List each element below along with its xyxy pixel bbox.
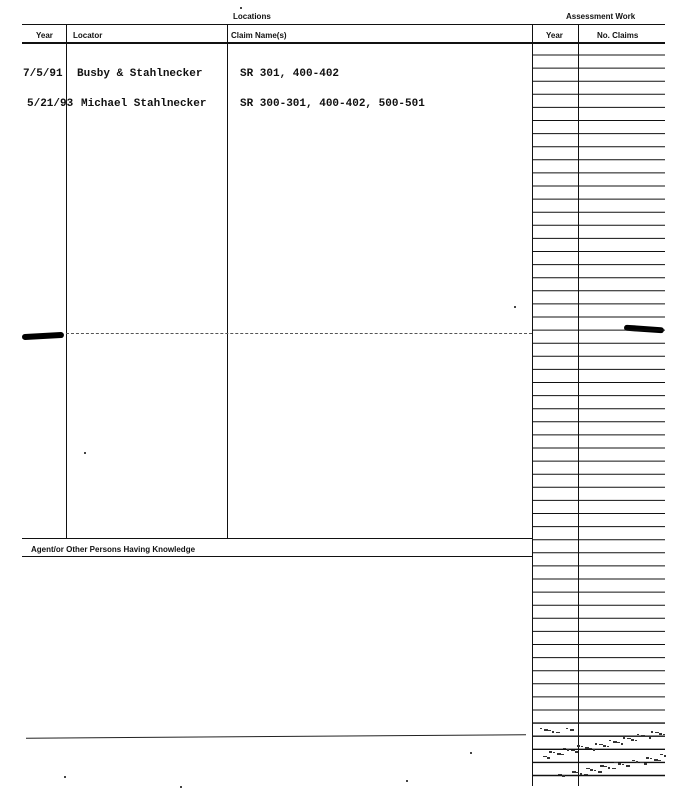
- scan-noise: [664, 755, 666, 757]
- scan-noise: [566, 728, 568, 729]
- mid-page-divider: [66, 333, 532, 334]
- scan-noise: [649, 737, 651, 739]
- scan-noise: [553, 752, 555, 753]
- divider-locator-claims: [227, 24, 228, 538]
- scan-noise: [549, 751, 552, 753]
- scan-noise: [580, 773, 582, 775]
- column-header-year: Year: [36, 31, 53, 40]
- scan-noise: [631, 739, 634, 741]
- locations-table-bottom-rule: [22, 538, 532, 539]
- agent-section-label: Agent/or Other Persons Having Knowledge: [31, 545, 196, 554]
- scan-speck: [64, 776, 66, 778]
- scan-noise: [645, 736, 648, 737]
- locations-title: Locations: [233, 12, 271, 21]
- entry-locator: Michael Stahlnecker: [81, 98, 207, 110]
- scan-noise: [651, 731, 653, 733]
- scan-noise: [612, 768, 616, 769]
- scan-noise: [609, 740, 611, 741]
- scan-noise: [571, 750, 575, 751]
- scan-noise: [627, 738, 631, 739]
- scan-speck: [406, 780, 408, 782]
- scan-noise: [558, 774, 562, 775]
- entry-locator: Busby & Stahlnecker: [77, 68, 203, 80]
- scan-noise: [562, 775, 565, 777]
- assessment-work-title: Assessment Work: [566, 12, 636, 21]
- scan-noise: [589, 748, 592, 749]
- column-header-claim-names: Claim Name(s): [231, 31, 287, 40]
- scan-speck: [514, 306, 516, 308]
- scan-noise: [623, 737, 625, 739]
- scan-noise: [660, 754, 663, 755]
- scan-noise: [584, 774, 588, 775]
- scan-noise: [655, 732, 659, 733]
- column-header-assessment-year: Year: [546, 31, 563, 40]
- scan-noise: [659, 733, 662, 735]
- scan-speck: [84, 452, 86, 454]
- scan-noise: [544, 729, 548, 731]
- scan-speck: [240, 7, 242, 9]
- header-top-rule: [22, 24, 665, 25]
- scan-noise: [603, 745, 606, 747]
- scan-noise: [595, 743, 597, 745]
- scan-noise: [540, 728, 542, 729]
- scan-noise: [599, 744, 603, 745]
- scan-noise: [586, 768, 590, 769]
- scan-noise: [607, 746, 609, 747]
- scan-noise: [614, 762, 618, 763]
- scan-noise: [636, 761, 638, 763]
- scan-noise: [548, 730, 551, 731]
- scan-noise: [557, 753, 561, 755]
- scan-noise: [650, 758, 652, 759]
- scan-noise: [593, 749, 595, 751]
- scan-noise: [570, 729, 574, 731]
- column-header-locator: Locator: [73, 31, 103, 40]
- divider-assessment-year-claims: [578, 24, 579, 786]
- scan-noise: [561, 754, 564, 755]
- left-ink-smudge: [22, 332, 64, 340]
- scan-noise: [637, 734, 639, 735]
- scan-noise: [604, 766, 607, 767]
- scan-noise: [658, 760, 661, 761]
- scan-noise: [621, 743, 623, 745]
- scan-noise: [543, 756, 547, 757]
- scan-noise: [598, 771, 602, 773]
- scan-noise: [626, 765, 630, 767]
- scan-noise: [585, 747, 589, 749]
- scan-noise: [617, 742, 620, 743]
- bottom-scan-line: [26, 734, 526, 738]
- column-header-no-claims: No. Claims: [597, 31, 639, 40]
- scan-noise: [644, 763, 647, 765]
- scan-noise: [654, 759, 658, 761]
- scan-noise: [590, 769, 593, 771]
- scan-noise: [552, 731, 554, 733]
- right-ink-smudge: [624, 325, 664, 334]
- scan-noise: [646, 757, 649, 759]
- scan-noise: [563, 748, 566, 749]
- scan-noise: [640, 762, 644, 763]
- entry-year: 5/21/93: [27, 98, 74, 110]
- scan-noise: [608, 767, 610, 769]
- scan-speck: [470, 752, 472, 754]
- scan-noise: [632, 760, 635, 761]
- header-bottom-rule: [22, 42, 665, 44]
- scan-speck: [180, 786, 182, 788]
- scan-noise: [572, 771, 576, 773]
- scan-noise: [547, 757, 550, 759]
- scan-noise: [556, 732, 560, 733]
- scan-noise: [663, 734, 665, 735]
- scan-noise: [641, 735, 645, 737]
- scan-noise: [600, 765, 604, 767]
- entry-year: 7/5/91: [23, 68, 63, 80]
- scan-noise: [567, 749, 569, 751]
- divider-assessment-start: [532, 24, 533, 786]
- scan-noise: [594, 770, 596, 771]
- scan-noise: [618, 763, 621, 765]
- agent-section-rule: [22, 556, 532, 557]
- scan-noise: [581, 746, 583, 747]
- scan-noise: [622, 764, 624, 765]
- entry-claim-names: SR 300-301, 400-402, 500-501: [240, 98, 425, 110]
- entry-claim-names: SR 301, 400-402: [240, 68, 340, 80]
- scan-noise: [635, 740, 637, 741]
- scan-noise: [613, 741, 617, 743]
